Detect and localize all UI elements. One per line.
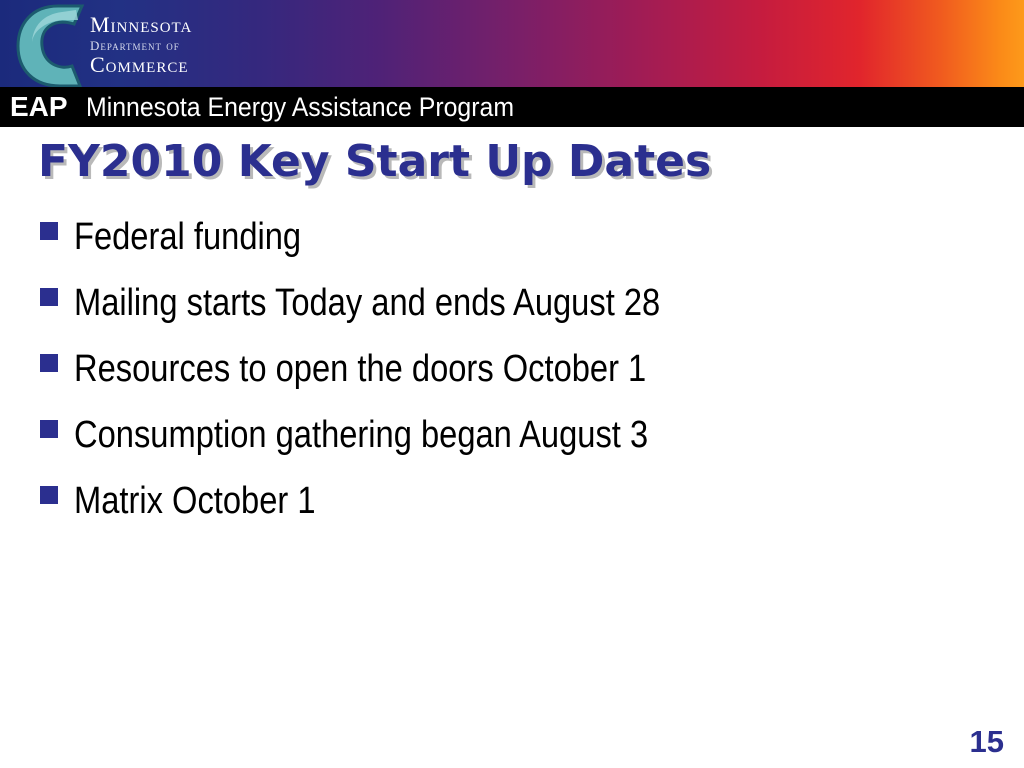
minnesota-c-logo-icon [10, 0, 100, 87]
program-name: Minnesota Energy Assistance Program [85, 91, 514, 122]
bullet-list [40, 204, 756, 534]
square-bullet-icon [40, 288, 58, 306]
bullet-item [40, 336, 756, 402]
page-number: 15 [969, 724, 1004, 759]
program-abbreviation: EAP [10, 91, 68, 122]
bullet-text: Mailing starts Today and ends August 28 [74, 281, 661, 324]
square-bullet-icon [40, 486, 58, 504]
bullet-text: Resources to open the doors October 1 [74, 347, 647, 390]
square-bullet-icon [40, 354, 58, 372]
logo-line-1: Minnesota [90, 12, 193, 37]
bullet-item [40, 468, 756, 534]
square-bullet-icon [40, 420, 58, 438]
slide-title: FY2010 Key Start Up Dates [38, 136, 712, 187]
bullet-text: Federal funding [74, 215, 302, 258]
program-title-bar [0, 87, 1024, 127]
bullet-item [40, 270, 756, 336]
bullet-text: Matrix October 1 [74, 479, 316, 522]
header-banner [0, 0, 1024, 87]
logo-line-3: Commerce [90, 52, 189, 77]
square-bullet-icon [40, 222, 58, 240]
bullet-item [40, 204, 756, 270]
department-logo-text [90, 14, 192, 76]
bullet-item [40, 402, 756, 468]
bullet-text: Consumption gathering began August 3 [74, 413, 649, 456]
logo-line-2: Department of [90, 38, 180, 53]
